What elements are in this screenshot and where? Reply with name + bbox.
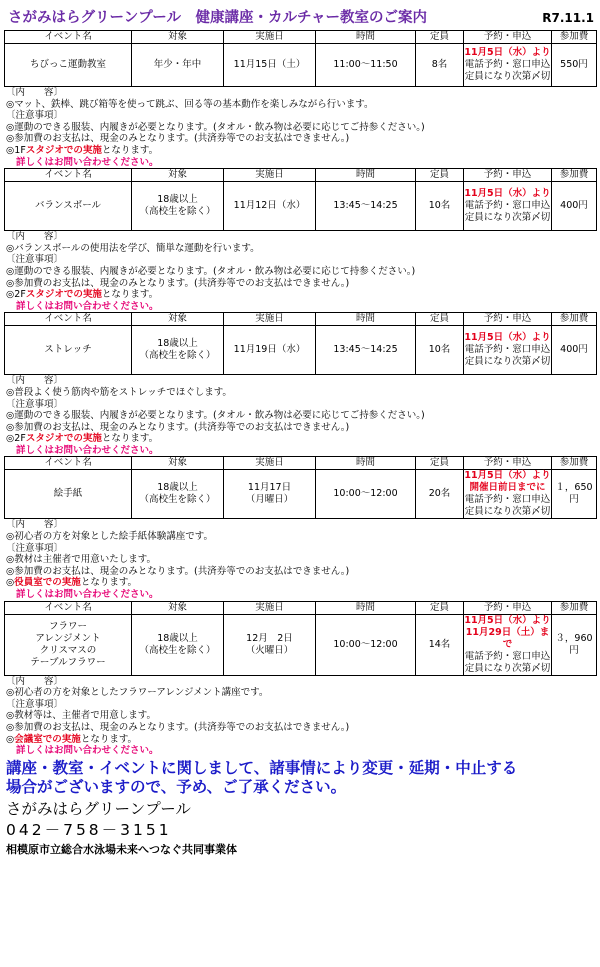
column-header: 定員 bbox=[416, 31, 464, 44]
column-header: 予約・申込 bbox=[464, 313, 552, 326]
event-details bbox=[4, 375, 596, 456]
column-header: 予約・申込 bbox=[464, 457, 552, 470]
event-reservation: 11月5日（水）より 電話予約・窓口申込 定員になり次第〆切 bbox=[464, 326, 552, 375]
event-reservation: 11月5日（水）より 開催日前日までに 電話予約・窓口申込 定員になり次第〆切 bbox=[464, 470, 551, 518]
event-table bbox=[4, 601, 597, 676]
event-name: フラワー アレンジメント クリスマスの テーブルフラワー bbox=[5, 614, 132, 675]
note-text: ◎運動のできる服装、内履きが必要となります。(タオル・飲み物は必要に応じてご持参ください。) bbox=[6, 410, 425, 422]
event-capacity: 14名 bbox=[416, 614, 464, 675]
inquiry-text: 詳しくはお問い合わせください。 bbox=[16, 156, 159, 168]
event-name: 絵手紙 bbox=[5, 470, 132, 519]
inquiry-text: 詳しくはお問い合わせください。 bbox=[16, 589, 159, 601]
note-text: ◎参加費のお支払は、現金のみとなります。(共済券等でのお支払はできません。) bbox=[6, 133, 350, 145]
note-text: ◎教材は主催者で用意いたします。 bbox=[6, 554, 157, 566]
issue-date: R7.11.1 bbox=[542, 11, 594, 25]
note-text: ◎運動のできる服装、内履きが必要となります。(タオル・飲み物は必要に応じて持参ください。) bbox=[6, 265, 416, 277]
column-header: 参加費 bbox=[552, 169, 597, 182]
event-row bbox=[5, 470, 597, 519]
venue-line: ◎役員室での実施となります。 bbox=[6, 577, 138, 589]
event-name: ちびっこ運動教室 bbox=[5, 44, 132, 87]
event-capacity: 10名 bbox=[416, 182, 464, 231]
contents-text: ◎普段よく使う筋肉や筋をストレッチでほぐします。 bbox=[6, 386, 232, 398]
contents-label: 〔内 容〕 bbox=[6, 231, 64, 243]
event-time: 10:00～12:00 bbox=[316, 614, 416, 675]
inquiry-text: 詳しくはお問い合わせください。 bbox=[16, 300, 159, 312]
column-header: 対象 bbox=[132, 457, 224, 470]
column-header: 参加費 bbox=[552, 313, 597, 326]
change-notice: 講座・教室・イベントに関しまして、諸事情により変更・延期・中止する 場合がございますので、予め、ご了承ください。 bbox=[6, 758, 518, 796]
inquiry-text: 詳しくはお問い合わせください。 bbox=[16, 745, 159, 757]
event-row bbox=[5, 182, 597, 231]
event-target: 年少・年中 bbox=[132, 44, 224, 87]
venue-line: ◎2Fスタジオでの実施となります。 bbox=[6, 433, 159, 445]
inquiry-text: 詳しくはお問い合わせください。 bbox=[16, 444, 159, 456]
note-text: ◎教材等は、主催者で用意します。 bbox=[6, 710, 157, 722]
event-details bbox=[4, 519, 596, 600]
contents-text: ◎バランスボールの使用法を学び、簡単な運動を行います。 bbox=[6, 242, 260, 254]
event-target: 18歳以上 （高校生を除く） bbox=[132, 326, 224, 375]
column-header: 定員 bbox=[416, 601, 464, 614]
event-capacity: 20名 bbox=[416, 470, 464, 519]
operator-name: 相模原市立総合水泳場未来へつなぐ共同事業体 bbox=[6, 842, 237, 856]
note-text: ◎参加費のお支払は、現金のみとなります。(共済券等でのお支払はできません。) bbox=[6, 277, 350, 289]
event-details bbox=[4, 676, 596, 757]
event-reservation: 11月5日（水）より 11月29日（土）まで 電話予約・窓口申込 定員になり次第〆切 bbox=[464, 614, 551, 674]
event-list bbox=[4, 30, 596, 757]
column-header: イベント名 bbox=[5, 169, 132, 182]
event-section bbox=[4, 601, 596, 757]
column-header: 予約・申込 bbox=[464, 169, 552, 182]
column-header: 実施日 bbox=[224, 601, 316, 614]
contents-text: ◎初心者の方を対象としたフラワーアレンジメント講座です。 bbox=[6, 687, 269, 699]
column-header: 定員 bbox=[416, 457, 464, 470]
event-reservation: 11月5日（水）より 電話予約・窓口申込 定員になり次第〆切 bbox=[464, 182, 552, 231]
event-fee: 400円 bbox=[552, 326, 597, 375]
event-fee: ３，960円 bbox=[552, 614, 597, 675]
column-header: 実施日 bbox=[224, 169, 316, 182]
event-time: 13:45～14:25 bbox=[316, 326, 416, 375]
contents-label: 〔内 容〕 bbox=[6, 87, 64, 98]
column-header: 時間 bbox=[316, 31, 416, 44]
event-reservation: 11月5日（水）より 電話予約・窓口申込 定員になり次第〆切 bbox=[464, 44, 552, 87]
venue-line: ◎2Fスタジオでの実施となります。 bbox=[6, 289, 159, 301]
event-fee: １，650円 bbox=[552, 470, 597, 519]
column-header: 時間 bbox=[316, 313, 416, 326]
event-target: 18歳以上 （高校生を除く） bbox=[132, 470, 224, 519]
event-table bbox=[4, 30, 597, 87]
contents-label: 〔内 容〕 bbox=[6, 675, 64, 687]
event-capacity: 10名 bbox=[416, 326, 464, 375]
notes-label: 〔注意事項〕 bbox=[6, 110, 64, 122]
column-header: イベント名 bbox=[5, 457, 132, 470]
column-header: イベント名 bbox=[5, 31, 132, 44]
notes-label: 〔注意事項〕 bbox=[6, 698, 64, 710]
event-time: 11:00～11:50 bbox=[316, 44, 416, 87]
note-text: ◎参加費のお支払は、現金のみとなります。(共済券等でのお支払はできません。) bbox=[6, 565, 350, 577]
event-table bbox=[4, 312, 597, 375]
contents-text: ◎初心者の方を対象とした絵手紙体験講座です。 bbox=[6, 531, 214, 543]
event-capacity: 8名 bbox=[416, 44, 464, 87]
event-date: 11月17日 （月曜日） bbox=[224, 470, 316, 519]
event-name: ストレッチ bbox=[5, 326, 132, 375]
column-header: 予約・申込 bbox=[464, 601, 552, 614]
event-fee: 550円 bbox=[552, 44, 597, 87]
note-text: ◎運動のできる服装、内履きが必要となります。(タオル・飲み物は必要に応じてご持参ください。) bbox=[6, 121, 425, 133]
column-header: 参加費 bbox=[552, 601, 597, 614]
note-text: ◎参加費のお支払は、現金のみとなります。(共済券等でのお支払はできません。) bbox=[6, 722, 350, 733]
notes-label: 〔注意事項〕 bbox=[6, 398, 64, 410]
event-table bbox=[4, 456, 597, 519]
event-date: 11月19日（水） bbox=[224, 326, 316, 375]
event-date: 11月12日（水） bbox=[224, 182, 316, 231]
facility-phone: 042－758－3151 bbox=[6, 820, 172, 839]
column-header: 時間 bbox=[316, 601, 416, 614]
column-header: 時間 bbox=[316, 457, 416, 470]
column-header: 実施日 bbox=[224, 31, 316, 44]
event-date: 11月15日（土） bbox=[224, 44, 316, 87]
event-section bbox=[4, 456, 596, 600]
notes-label: 〔注意事項〕 bbox=[6, 542, 64, 554]
event-table bbox=[4, 168, 597, 231]
notes-label: 〔注意事項〕 bbox=[6, 254, 64, 266]
event-section bbox=[4, 312, 596, 456]
event-details bbox=[4, 87, 596, 168]
column-header: 時間 bbox=[316, 169, 416, 182]
event-time: 13:45～14:25 bbox=[316, 182, 416, 231]
column-header: 実施日 bbox=[224, 313, 316, 326]
column-header: 参加費 bbox=[552, 457, 597, 470]
event-section bbox=[4, 168, 596, 312]
contents-label: 〔内 容〕 bbox=[6, 375, 64, 387]
column-header: 定員 bbox=[416, 313, 464, 326]
event-target: 18歳以上 （高校生を除く） bbox=[132, 182, 224, 231]
event-section bbox=[4, 30, 596, 168]
column-header: 予約・申込 bbox=[464, 31, 552, 44]
column-header: イベント名 bbox=[5, 313, 132, 326]
event-target: 18歳以上 （高校生を除く） bbox=[132, 614, 224, 675]
venue-line: ◎1Fスタジオでの実施となります。 bbox=[6, 144, 159, 156]
column-header: 対象 bbox=[132, 313, 224, 326]
venue-line: ◎会議室での実施となります。 bbox=[6, 733, 138, 745]
column-header: 対象 bbox=[132, 601, 224, 614]
event-time: 10:00～12:00 bbox=[316, 470, 416, 519]
event-row bbox=[5, 614, 597, 675]
column-header: 定員 bbox=[416, 169, 464, 182]
event-row bbox=[5, 326, 597, 375]
column-header: 対象 bbox=[132, 169, 224, 182]
event-date: 12月 2日 （火曜日） bbox=[224, 614, 316, 675]
flyer-header bbox=[4, 6, 596, 30]
event-fee: 400円 bbox=[552, 182, 597, 231]
column-header: 実施日 bbox=[224, 457, 316, 470]
note-text: ◎参加費のお支払は、現金のみとなります。(共済券等でのお支払はできません。) bbox=[6, 421, 350, 433]
flyer-title: さがみはらグリーンプール 健康講座・カルチャー教室のご案内 bbox=[8, 10, 428, 26]
event-row bbox=[5, 44, 597, 87]
event-details bbox=[4, 231, 596, 312]
column-header: 対象 bbox=[132, 31, 224, 44]
contents-text: ◎マット、鉄棒、跳び箱等を使って跳ぶ、回る等の基本動作を楽しみながら行います。 bbox=[6, 98, 374, 110]
column-header: 参加費 bbox=[552, 31, 597, 44]
facility-name: さがみはらグリーンプール bbox=[6, 799, 191, 818]
event-name: バランスボール bbox=[5, 182, 132, 231]
contents-label: 〔内 容〕 bbox=[6, 519, 64, 531]
column-header: イベント名 bbox=[5, 601, 132, 614]
